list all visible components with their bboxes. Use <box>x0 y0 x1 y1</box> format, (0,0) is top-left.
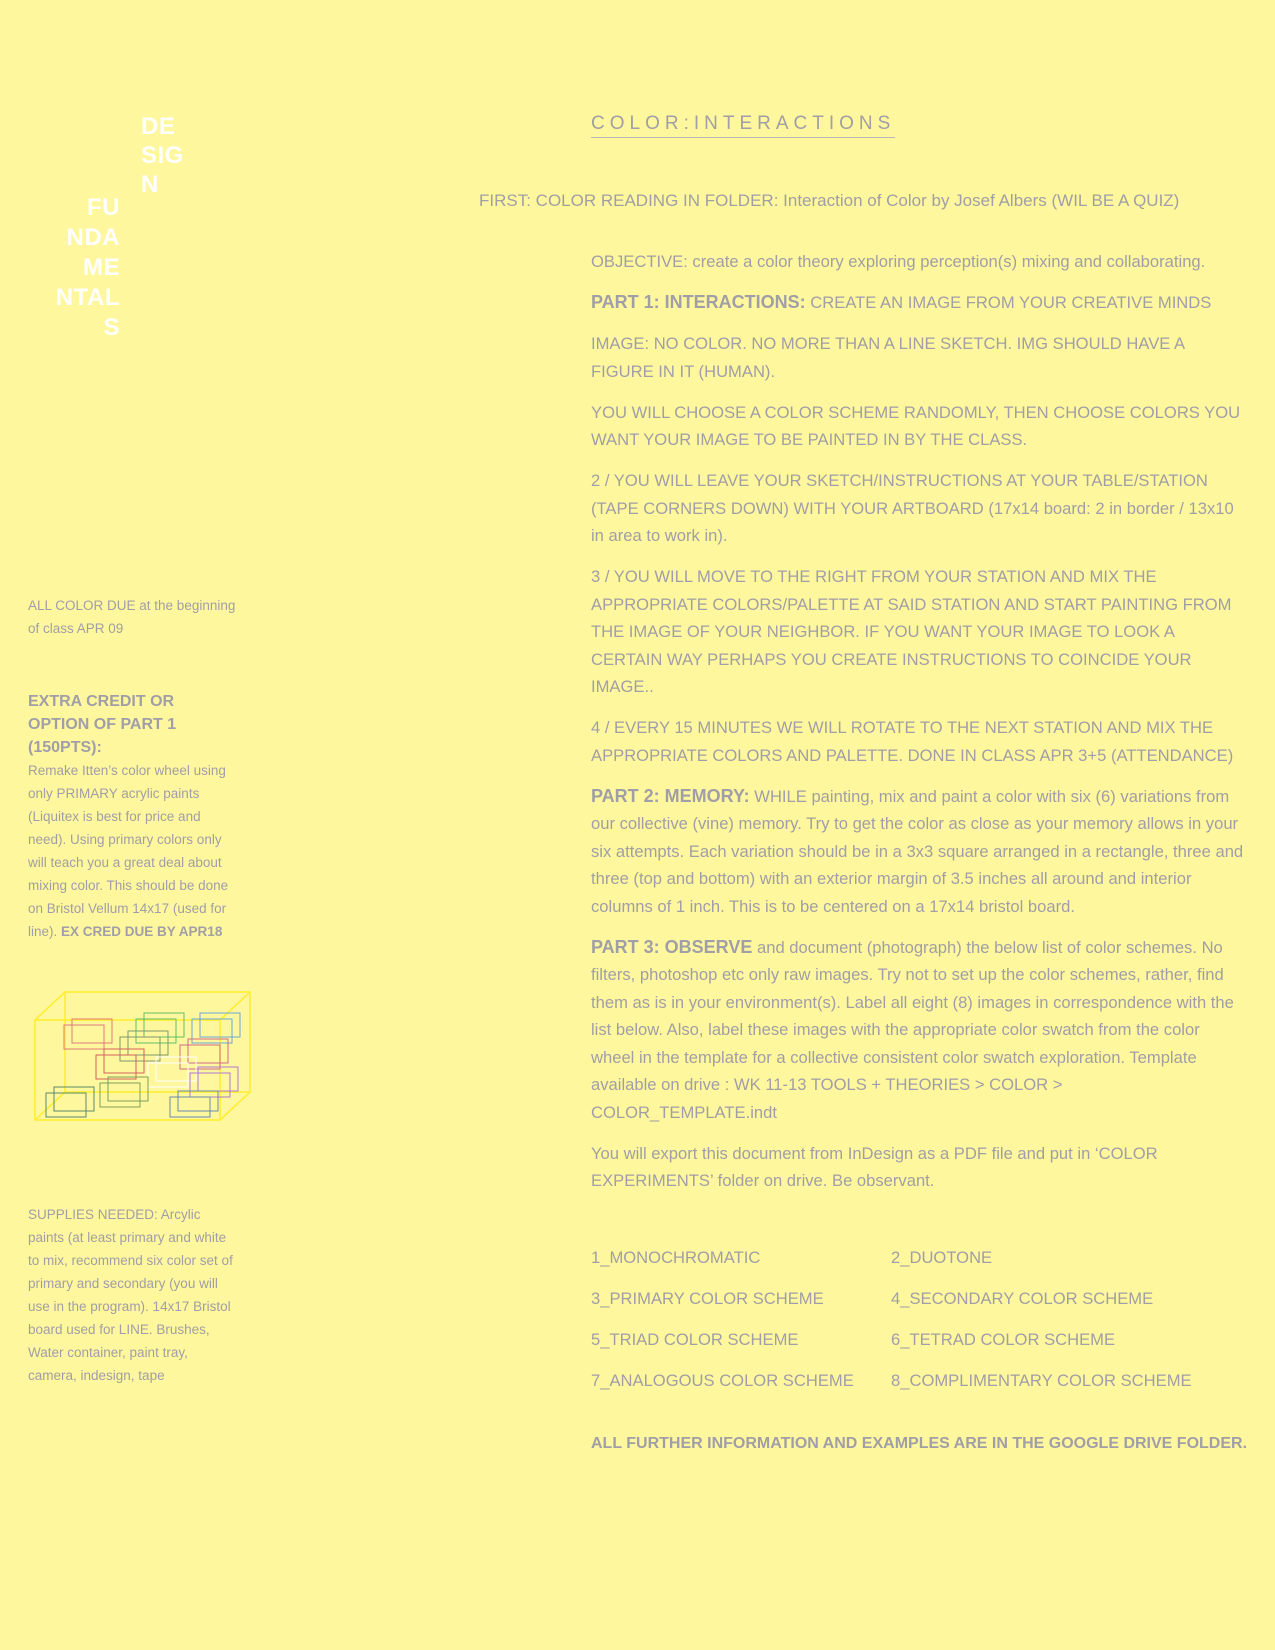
logo-design-text <box>141 112 184 199</box>
extra-credit-due: EX CRED DUE BY APR18 <box>61 924 223 939</box>
part2-text: WHILE painting, mix and paint a color with six (6) variations from our collective (vine) memory. Try to get the color as close as your memory allows in your six attempts. Each variation should be in a 3x3 square arranged in a rectangle, three and three (top and bottom) with an exterior margin of 3.5 inches all around and interior columns of 1 inch. This is to be centered on a 17x14 bristol board. <box>591 786 1244 916</box>
wireframe-cubes-illustration <box>30 985 255 1125</box>
list-item: 1_MONOCHROMATIC <box>591 1248 761 1267</box>
part2-heading: PART 2: MEMORY: <box>591 785 750 806</box>
logo-line: N <box>141 171 159 198</box>
step-4: 4 / EVERY 15 MINUTES WE WILL ROTATE TO THE NEXT STATION AND MIX THE APPROPRIATE COLORS AND PALETTE. DONE IN CLASS APR 3+5 (ATTENDANCE) <box>591 718 1234 765</box>
logo-line: S <box>103 314 120 341</box>
choose-scheme-note: YOU WILL CHOOSE A COLOR SCHEME RANDOMLY, THEN CHOOSE COLORS YOU WANT YOUR IMAGE TO BE PAINTED IN BY THE CLASS. <box>591 402 1241 449</box>
color-scheme-list <box>591 1245 1246 1394</box>
logo-line: NDA <box>66 224 120 251</box>
page-title: COLOR:INTERACTIONS <box>591 113 895 138</box>
step-2: 2 / YOU WILL LEAVE YOUR SKETCH/INSTRUCTIONS AT YOUR TABLE/STATION (TAPE CORNERS DOWN) WITH YOUR ARTBOARD (17x14 board: 2 in border / 13x10 in area to work in). <box>591 471 1234 545</box>
list-item: 7_ANALOGOUS COLOR SCHEME <box>591 1371 854 1390</box>
list-item: 4_SECONDARY COLOR SCHEME <box>891 1289 1154 1308</box>
footer-note: ALL FURTHER INFORMATION AND EXAMPLES ARE IN THE GOOGLE DRIVE FOLDER. <box>591 1435 1248 1452</box>
logo-fundamentals-text <box>40 193 120 343</box>
logo-line: FU <box>87 194 120 221</box>
part1 <box>591 289 1246 317</box>
due-note: ALL COLOR DUE at the beginning of class APR 09 <box>28 598 236 636</box>
supplies-note: SUPPLIES NEEDED: Arcylic paints (at least primary and white to mix, recommend six color set of primary and secondary (you will use in the program). 14x17 Bristol board used for LINE. Brushes, Water container, paint tray, camera, indesign, tape <box>28 1207 233 1383</box>
image-note: IMAGE: NO COLOR. NO MORE THAN A LINE SKETCH. IMG SHOULD HAVE A FIGURE IN IT (HUMAN). <box>591 334 1185 381</box>
step-3: 3 / YOU WILL MOVE TO THE RIGHT FROM YOUR STATION AND MIX THE APPROPRIATE COLORS/PALETTE AT SAID STATION AND START PAINTING FROM THE IMAGE OF YOUR NEIGHBOR. IF YOU WANT YOUR IMAGE TO LOOK A CERTAIN WAY PERHAPS YOU CREATE INSTRUCTIONS TO COINCIDE YOUR IMAGE.. <box>591 567 1232 696</box>
part3-text: and document (photograph) the below list of color schemes. No filters, photoshop etc only raw images. Try not to set up the color schemes, rather, find them as is in your environment(s). Label all eight (8) images in correspondence with the list below. Also, label these images with the appropriate color swatch from the color wheel in the template for a collective consistent color swatch exploration. Template available on drive : WK 11-13 TOOLS + THEORIES > COLOR > COLOR_TEMPLATE.indt <box>591 937 1234 1122</box>
list-item: 2_DUOTONE <box>891 1248 993 1267</box>
list-item: 5_TRIAD COLOR SCHEME <box>591 1330 799 1349</box>
part3 <box>591 934 1246 1127</box>
logo-line: SIG <box>141 142 184 169</box>
logo-line: DE <box>141 113 176 140</box>
list-item: 3_PRIMARY COLOR SCHEME <box>591 1289 824 1308</box>
part2 <box>591 783 1246 921</box>
objective: OBJECTIVE: create a color theory exploring perception(s) mixing and collaborating. <box>591 252 1206 271</box>
logo-line: NTAL <box>55 284 120 311</box>
list-item: 6_TETRAD COLOR SCHEME <box>891 1330 1116 1349</box>
export-note: You will export this document from InDesign as a PDF file and put in ‘COLOR EXPERIMENTS’ folder on drive. Be observant. <box>591 1143 1158 1190</box>
first-reading-note: FIRST: COLOR READING IN FOLDER: Interaction of Color by Josef Albers (WIL BE A QUIZ) <box>479 191 1180 210</box>
extra-credit-block <box>28 690 238 943</box>
assignment-body <box>591 248 1246 1208</box>
extra-credit-body: Remake Itten’s color wheel using only PRIMARY acrylic paints (Liquitex is best for price and need). Using primary colors only will teach you a great deal about mixing color. This should be done on Bristol Vellum 14x17 (used for line). <box>28 763 229 939</box>
logo-line: ME <box>83 254 120 281</box>
part1-heading: PART 1: INTERACTIONS: <box>591 292 806 312</box>
part3-heading: PART 3: OBSERVE <box>591 936 753 957</box>
extra-credit-title: EXTRA CREDIT OR OPTION OF PART 1 (150PTS): <box>28 693 177 756</box>
part1-text: CREATE AN IMAGE FROM YOUR CREATIVE MINDS <box>805 293 1212 312</box>
list-item: 8_COMPLIMENTARY COLOR SCHEME <box>891 1371 1192 1390</box>
